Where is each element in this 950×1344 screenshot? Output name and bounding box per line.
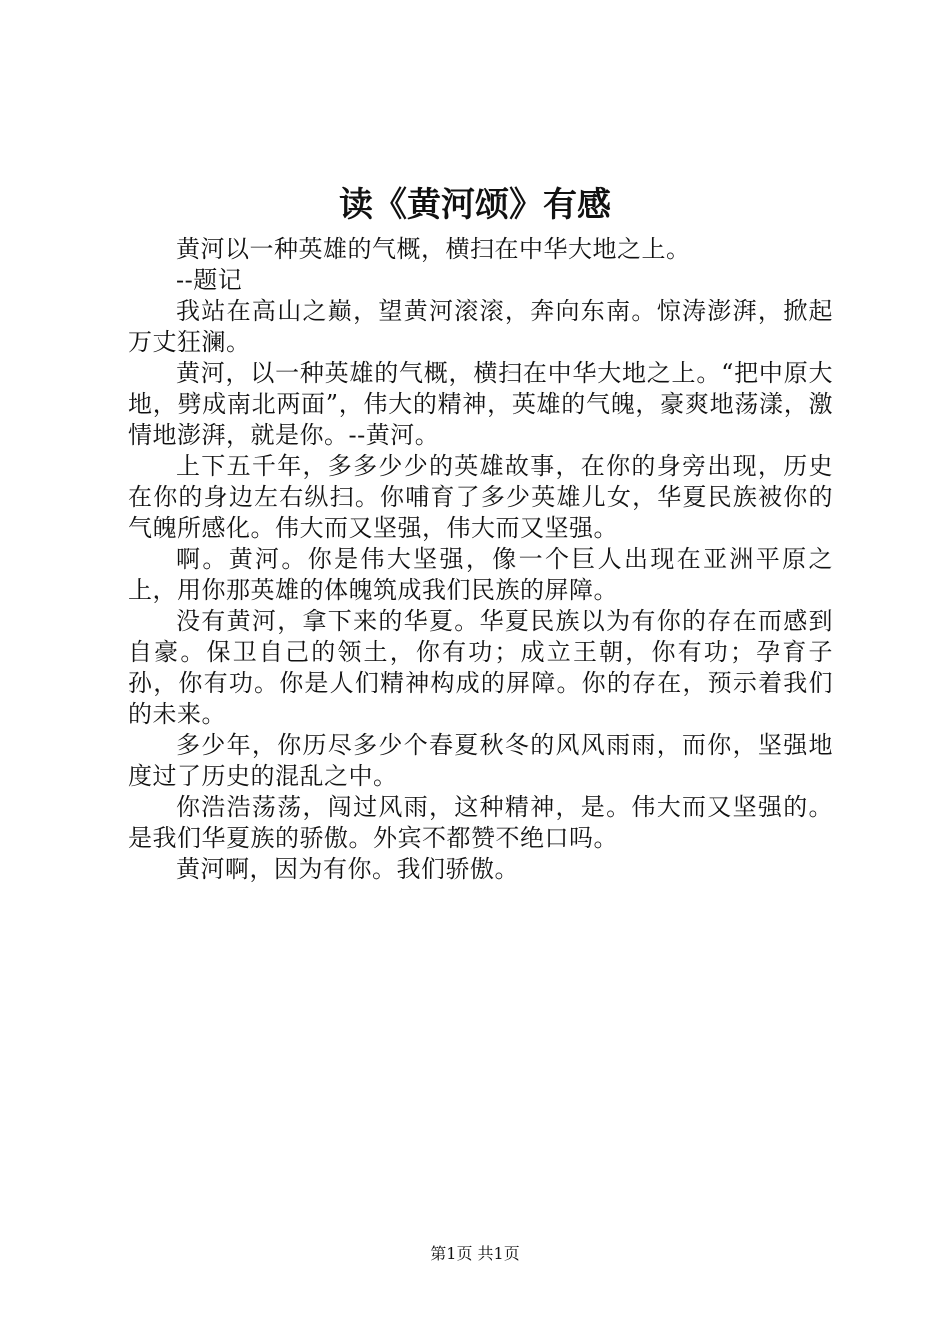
paragraph: 没有黄河，拿下来的华夏。华夏民族以为有你的存在而感到自豪。保卫自己的领土，你有功；成立王朝，你有功；孕育子孙，你有功。你是人们精神构成的屏障。你的存在，预示着我们的未来。 xyxy=(128,607,833,728)
paragraph-epigraph: 黄河以一种英雄的气概，横扫在中华大地之上。 xyxy=(176,235,691,263)
page-number-footer: 第1页 共1页 xyxy=(430,1244,520,1263)
paragraph: 黄河啊，因为有你。我们骄傲。 xyxy=(176,855,519,883)
paragraph: 黄河，以一种英雄的气概，横扫在中华大地之上。“把中原大地，劈成南北两面”，伟大的精神，英雄的气魄，豪爽地荡漾，激情地澎湃，就是你。--黄河。 xyxy=(128,359,833,449)
paragraph-epigraph-note: --题记 xyxy=(176,266,243,294)
document-body xyxy=(128,234,833,885)
paragraph: 啊。黄河。你是伟大坚强，像一个巨人出现在亚洲平原之上，用你那英雄的体魄筑成我们民族的屏障。 xyxy=(128,545,833,604)
paragraph: 我站在高山之巅，望黄河滚滚，奔向东南。惊涛澎湃，掀起万丈狂澜。 xyxy=(128,297,833,356)
paragraph: 你浩浩荡荡，闯过风雨，这种精神，是。伟大而又坚强的。是我们华夏族的骄傲。外宾不都赞不绝口吗。 xyxy=(128,793,833,852)
document-title: 读《黄河颂》有感 xyxy=(339,185,611,225)
paragraph: 多少年，你历尽多少个春夏秋冬的风风雨雨，而你，坚强地度过了历史的混乱之中。 xyxy=(128,731,833,790)
paragraph: 上下五千年，多多少少的英雄故事，在你的身旁出现，历史在你的身边左右纵扫。你哺育了多少英雄儿女，华夏民族被你的气魄所感化。伟大而又坚强，伟大而又坚强。 xyxy=(128,452,833,542)
